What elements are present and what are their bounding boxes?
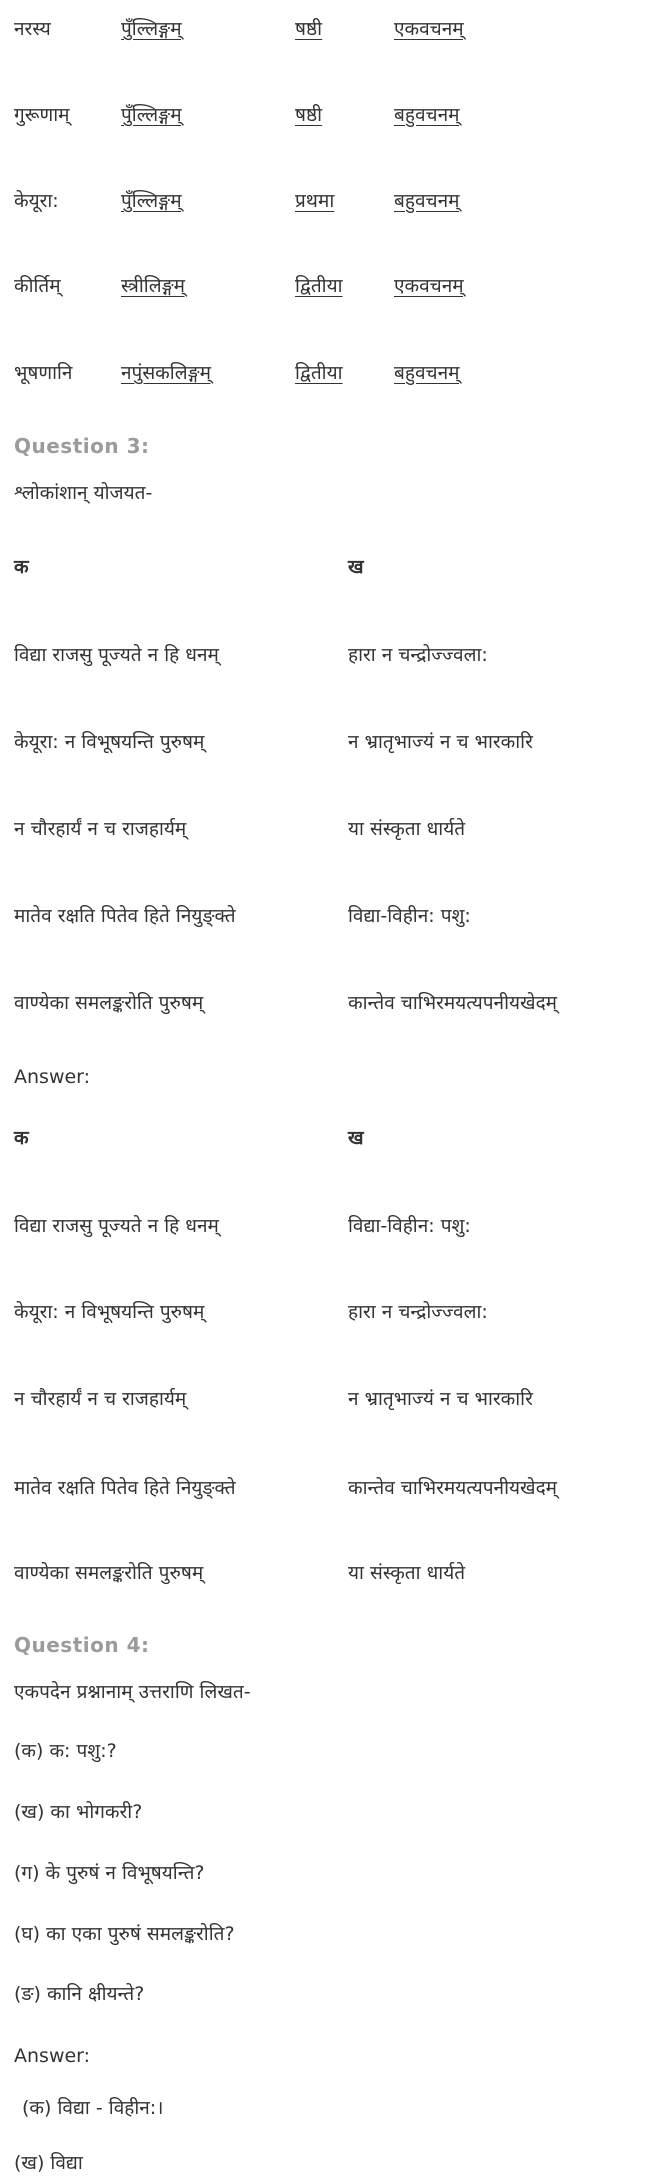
question-item: (ङ) कानि क्षीयन्ते? <box>14 1983 145 2005</box>
column-a-item: वाण्येका समलङ्करोति पुरुषम् <box>14 992 204 1014</box>
question-3-instruction: श्लोकांशान् योजयत- <box>14 482 153 504</box>
column-b-item: या संस्कृता धार्यते <box>348 818 466 840</box>
grammar-case: षष्ठी <box>295 104 323 126</box>
question-item: (ग) के पुरुषं न विभूषयन्ति? <box>14 1862 205 1884</box>
column-a-item: केयूरा: न विभूषयन्ति पुरुषम् <box>14 731 205 753</box>
grammar-word: भूषणानि <box>14 362 73 384</box>
grammar-gender: स्त्रीलिङ्गम् <box>121 275 185 297</box>
grammar-gender: पुँल्लिङ्गम् <box>121 104 182 126</box>
answer-column-b-item: न भ्रातृभाज्यं न च भारकारि <box>348 1388 533 1410</box>
answer-column-a-item: केयूरा: न विभूषयन्ति पुरुषम् <box>14 1301 205 1323</box>
column-b-item: हारा न चन्द्रोज्ज्वला: <box>348 644 488 666</box>
answer-item: (ख) विद्या <box>14 2152 83 2174</box>
column-a-item: न चौरहार्यं न च राजहार्यम् <box>14 818 187 840</box>
grammar-gender: नपुंसकलिङ्गम् <box>121 362 211 384</box>
answer-column-a-item: मातेव रक्षति पितेव हिते नियुङ्क्ते <box>14 1477 236 1499</box>
grammar-number: एकवचनम् <box>394 275 464 297</box>
grammar-case: द्वितीया <box>295 275 343 297</box>
answer-column-b-heading: ख <box>348 1127 364 1149</box>
grammar-case: द्वितीया <box>295 362 343 384</box>
answer-column-a-heading: क <box>14 1127 29 1149</box>
question-item: (ख) का भोगकरी? <box>14 1801 143 1823</box>
column-b-item: कान्तेव चाभिरमयत्यपनीयखेदम् <box>348 992 558 1014</box>
column-b-item: विद्या-विहीन: पशु: <box>348 905 471 927</box>
grammar-gender: पुँल्लिङ्गम् <box>121 190 182 212</box>
question-4-instruction: एकपदेन प्रश्नानाम् उत्तराणि लिखत- <box>14 1681 251 1703</box>
answer-column-a-item: न चौरहार्यं न च राजहार्यम् <box>14 1388 187 1410</box>
answer-column-b-item: या संस्कृता धार्यते <box>348 1562 466 1584</box>
grammar-number: बहुवचनम् <box>394 104 460 126</box>
column-b-heading: ख <box>348 556 364 578</box>
grammar-word: केयूरा: <box>14 190 59 212</box>
answer-column-b-item: कान्तेव चाभिरमयत्यपनीयखेदम् <box>348 1477 558 1499</box>
grammar-word: कीर्तिम् <box>14 275 61 297</box>
grammar-number: बहुवचनम् <box>394 362 460 384</box>
grammar-number: बहुवचनम् <box>394 190 460 212</box>
answer-column-b-item: हारा न चन्द्रोज्ज्वला: <box>348 1301 488 1323</box>
answer-column-a-item: वाण्येका समलङ्करोति पुरुषम् <box>14 1562 204 1584</box>
question-item: (क) क: पशु:? <box>14 1740 117 1762</box>
question-item: (घ) का एका पुरुषं समलङ्करोति? <box>14 1923 235 1945</box>
column-a-item: मातेव रक्षति पितेव हिते नियुङ्क्ते <box>14 905 236 927</box>
question-4-answer-label: Answer: <box>14 2045 91 2067</box>
column-b-item: न भ्रातृभाज्यं न च भारकारि <box>348 731 533 753</box>
grammar-number: एकवचनम् <box>394 18 464 40</box>
answer-column-a-item: विद्या राजसु पूज्यते न हि धनम् <box>14 1215 219 1237</box>
question-4-heading: Question 4: <box>14 1633 150 1657</box>
column-a-heading: क <box>14 556 29 578</box>
grammar-case: प्रथमा <box>295 190 335 212</box>
question-3-heading: Question 3: <box>14 434 150 458</box>
question-3-answer-label: Answer: <box>14 1066 91 1088</box>
grammar-word: गुरूणाम् <box>14 104 70 126</box>
answer-column-b-item: विद्या-विहीन: पशु: <box>348 1215 471 1237</box>
grammar-case: षष्ठी <box>295 18 323 40</box>
answer-item: (क) विद्या - विहीन:। <box>22 2097 164 2119</box>
column-a-item: विद्या राजसु पूज्यते न हि धनम् <box>14 644 219 666</box>
grammar-gender: पुँल्लिङ्गम् <box>121 18 182 40</box>
grammar-word: नरस्य <box>14 18 51 40</box>
